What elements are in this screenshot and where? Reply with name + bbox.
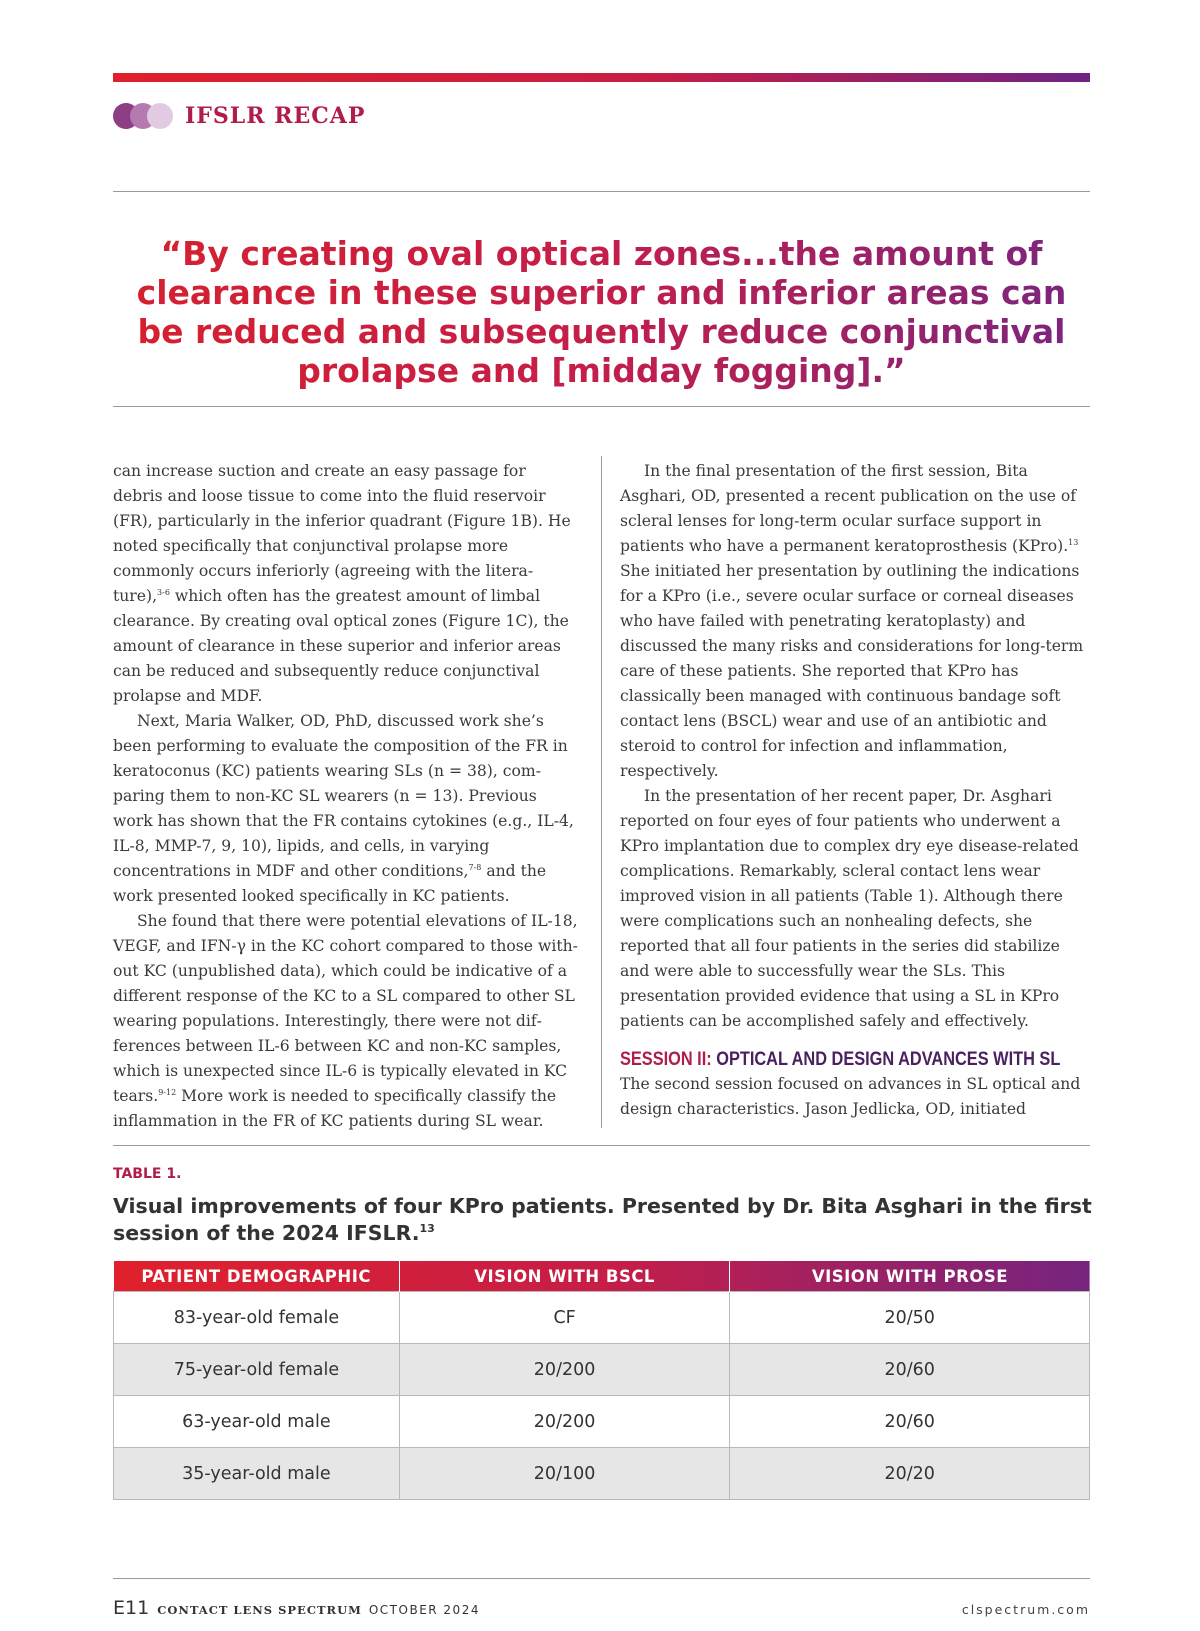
table-cell: 20/100 <box>399 1448 730 1500</box>
table-cell: 20/200 <box>399 1344 730 1396</box>
pull-quote: “By creating oval optical zones...the amount of clearance in these superior and inferior areas can be reduced and subsequently reduce conjunctival prolapse and [midday fogging].” <box>113 234 1090 390</box>
table-cell: 63-year-old male <box>114 1396 400 1448</box>
pullquote-top-rule <box>113 191 1090 192</box>
section-label-text: IFSLR RECAP <box>185 103 366 129</box>
column-header: PATIENT DEMOGRAPHIC <box>114 1261 400 1292</box>
table-row <box>114 1344 1090 1396</box>
website-link[interactable]: clspectrum.com <box>961 1602 1090 1617</box>
table-row <box>114 1448 1090 1500</box>
table-cell: CF <box>399 1292 730 1344</box>
section-dots-icon <box>113 103 177 129</box>
table-header-row <box>114 1261 1090 1292</box>
right-paragraph-1: In the final presentation of the first session, Bita Asghari, OD, presented a recent publication on the use of scleral lenses for long-term ocular surface support in patients who have a permanent keratoprosthesis (KPro).$^{13}$ She initiated her presentation by outlining the indications for a KPro (i.e., severe ocular surface or corneal diseases who have failed with penetrating keratoplasty) and discussed the many risks and considerations for long-term care of these patients. She reported that KPro has classically been managed with continuous bandage soft contact lens (BSCL) wear and use of an antibiotic and steroid to control for infection and inflammation, respectively. <box>620 462 1084 780</box>
table-cell: 20/60 <box>730 1396 1090 1448</box>
page-number: E11 <box>113 1597 150 1619</box>
left-paragraph-2: Next, Maria Walker, OD, PhD, discussed work she’s been performing to evaluate the composition of the FR in keratoconus (KC) patients wearing SLs (n = 38), comparing them to non-KC SL wearers (n = 13). Previous work has shown that the FR contains cytokines (e.g., IL-4, IL-8, MMP-7, 9, 10), lipids, and cells, in varying concentrations in MDF and other conditions,$^{7-8}$ and the work presented looked specifically in KC patients. <box>113 712 574 905</box>
table-cell: 20/20 <box>730 1448 1090 1500</box>
left-paragraph-3: She found that there were potential elevations of IL-18, VEGF, and IFN-γ in the KC cohort compared to those without KC (unpublished data), which could be indicative of a different response of the KC to a SL compared to other SL wearing populations. Interestingly, there were not differences between IL-6 between KC and non-KC samples, which is unexpected since IL-6 is typically elevated in KC tears.$^{9-12}$ More work is needed to specifically classify the inflammation in the FR of KC patients during SL wear. <box>113 912 578 1130</box>
table-cell: 20/50 <box>730 1292 1090 1344</box>
table-label: TABLE 1. <box>113 1166 182 1182</box>
magazine-name: CONTACT LENS SPECTRUM <box>157 1603 362 1617</box>
section-label <box>113 102 365 130</box>
pullquote-bottom-rule <box>113 406 1090 407</box>
page-footer <box>113 1597 1090 1623</box>
right-paragraph-3: The second session focused on advances in SL optical and design characteristics. Jason Jedlicka, OD, initiated <box>620 1075 1081 1118</box>
table-row <box>114 1396 1090 1448</box>
table-row <box>114 1292 1090 1344</box>
issue-date: OCTOBER 2024 <box>368 1603 480 1617</box>
column-header: VISION WITH BSCL <box>399 1261 730 1292</box>
table-cell: 75-year-old female <box>114 1344 400 1396</box>
vision-table <box>113 1261 1090 1500</box>
table-cell: 35-year-old male <box>114 1448 400 1500</box>
right-column <box>620 459 1086 1122</box>
session-heading: SESSION II: OPTICAL AND DESIGN ADVANCES WITH SL <box>620 1049 1061 1070</box>
left-paragraph-1: can increase suction and create an easy passage for debris and loose tissue to come into the fluid reservoir (FR), particularly in the inferior quadrant (Figure 1B). He noted specifically that conjunctival prolapse more commonly occurs inferiorly (agreeing with the literature),$^{3-6}$ which often has the greatest amount of limbal clearance. By creating oval optical zones (Figure 1C), the amount of clearance in these superior and inferior areas can be reduced and subsequently reduce conjunctival prolapse and MDF. <box>113 462 571 705</box>
header-accent-bar <box>113 73 1090 82</box>
left-column <box>113 459 579 1134</box>
right-paragraph-2: In the presentation of her recent paper, Dr. Asghari reported on four eyes of four patients who underwent a KPro implantation due to complex dry eye disease-related complications. Remarkably, scleral contact lens wear improved vision in all patients (Table 1). Although there were complications such an nonhealing defects, she reported that all four patients in the series did stabilize and were able to successfully wear the SLs. This presentation provided evidence that using a SL in KPro patients can be accomplished safely and effectively. <box>620 787 1079 1030</box>
table-cell: 20/60 <box>730 1344 1090 1396</box>
column-header: VISION WITH PROSE <box>811 1266 1009 1286</box>
table-cell: 20/200 <box>399 1396 730 1448</box>
footer-rule <box>113 1578 1090 1579</box>
table-cell: 83-year-old female <box>114 1292 400 1344</box>
table-caption: Visual improvements of four KPro patients. Presented by Dr. Bita Asghari in the first session of the 2024 IFSLR.$^{13}$ <box>113 1194 1092 1245</box>
table-top-rule <box>113 1145 1090 1146</box>
column-divider <box>601 456 602 1128</box>
